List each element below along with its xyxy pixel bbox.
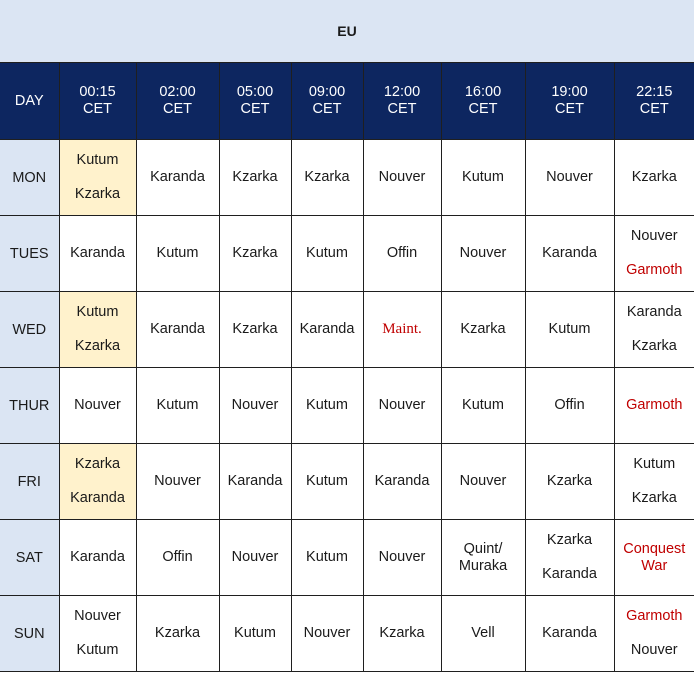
boss-cell: [363, 444, 441, 520]
boss-cell: [525, 520, 614, 596]
timezone-label: CET: [312, 101, 342, 117]
boss-cell: [219, 140, 291, 216]
boss-cell: [525, 292, 614, 368]
schedule-row-tues: [0, 216, 694, 292]
time-column-header: [219, 63, 291, 140]
timezone-label: CET: [163, 101, 192, 117]
boss-name: Karanda: [542, 245, 597, 261]
time-column-header: [525, 63, 614, 140]
boss-name: Garmoth: [626, 608, 683, 624]
boss-cell: [291, 520, 363, 596]
time-label: 00:15: [79, 84, 116, 100]
boss-name: Nouver: [630, 642, 678, 658]
boss-name: Nouver: [459, 245, 507, 261]
boss-cell: [136, 520, 219, 596]
time-column-header: [59, 63, 136, 140]
boss-name: Kzarka: [74, 186, 121, 202]
boss-cell: [525, 140, 614, 216]
time-column-header: [291, 63, 363, 140]
boss-cell: [291, 292, 363, 368]
boss-name: Kutum: [306, 473, 348, 489]
boss-name: Quint/: [463, 540, 503, 557]
boss-name: Kzarka: [546, 532, 593, 548]
boss-name: Kutum: [76, 152, 119, 168]
boss-cell: [525, 596, 614, 672]
boss-name: Nouver: [630, 228, 678, 244]
time-label: 05:00: [236, 84, 274, 100]
boss-name: Karanda: [542, 625, 597, 641]
boss-name: Kzarka: [232, 321, 278, 337]
boss-name: Kzarka: [304, 169, 350, 185]
boss-cell: [219, 216, 291, 292]
boss-name: Kzarka: [74, 338, 121, 354]
schedule-row-mon: [0, 140, 694, 216]
boss-cell: [291, 368, 363, 444]
schedule-row-fri: [0, 444, 694, 520]
boss-cell: [441, 292, 525, 368]
time-label: 16:00: [464, 84, 502, 100]
boss-name: Vell: [471, 625, 495, 641]
boss-cell: [136, 444, 219, 520]
boss-name: Nouver: [231, 549, 279, 565]
boss-name: Kutum: [76, 304, 119, 320]
boss-cell: [219, 292, 291, 368]
boss-cell: [363, 596, 441, 672]
boss-cell: [136, 140, 219, 216]
boss-cell: [525, 368, 614, 444]
day-label: FRI: [0, 444, 59, 520]
boss-name: Kutum: [156, 397, 199, 413]
timezone-label: CET: [83, 101, 112, 117]
boss-cell: [291, 444, 363, 520]
boss-name: Kutum: [234, 625, 276, 641]
time-label: 22:15: [636, 84, 673, 100]
boss-cell: [219, 444, 291, 520]
boss-cell: [136, 292, 219, 368]
boss-name: Kutum: [306, 549, 348, 565]
boss-name: Karanda: [374, 473, 430, 489]
boss-name: Kzarka: [232, 169, 278, 185]
timezone-label: CET: [387, 101, 417, 117]
boss-name: Nouver: [378, 549, 426, 565]
schedule-row-wed: [0, 292, 694, 368]
boss-name: Kzarka: [460, 321, 506, 337]
boss-name: Garmoth: [626, 262, 683, 278]
boss-name: Karanda: [150, 321, 205, 337]
boss-name: Kutum: [156, 245, 199, 261]
boss-cell: [59, 292, 136, 368]
boss-cell: [363, 140, 441, 216]
boss-name: Nouver: [303, 625, 351, 641]
day-column-header: DAY: [0, 63, 59, 140]
boss-name: Nouver: [74, 608, 121, 624]
timezone-label: CET: [240, 101, 270, 117]
time-label: 19:00: [551, 84, 588, 100]
boss-cell: [219, 368, 291, 444]
boss-name: Karanda: [150, 169, 205, 185]
boss-cell: [59, 444, 136, 520]
schedule-row-thur: [0, 368, 694, 444]
time-column-header: [441, 63, 525, 140]
boss-cell: [363, 292, 441, 368]
boss-name: Muraka: [458, 557, 508, 574]
boss-cell: [136, 596, 219, 672]
boss-name: Maint.: [382, 321, 422, 337]
boss-cell: [136, 216, 219, 292]
boss-name: Karanda: [70, 549, 125, 565]
boss-name: Kzarka: [74, 456, 121, 472]
boss-cell: [441, 368, 525, 444]
time-label: 09:00: [308, 84, 346, 100]
boss-name: Kutum: [633, 456, 676, 472]
boss-name: Karanda: [227, 473, 283, 489]
boss-name: Nouver: [459, 473, 507, 489]
boss-name: War: [641, 557, 668, 574]
boss-cell: [525, 216, 614, 292]
time-column-header: [136, 63, 219, 140]
timezone-label: CET: [639, 101, 669, 117]
time-column-header: [363, 63, 441, 140]
time-label: 02:00: [159, 84, 196, 100]
boss-name: Nouver: [74, 397, 121, 413]
timezone-label: CET: [468, 101, 498, 117]
boss-cell: [441, 520, 525, 596]
boss-name: Garmoth: [626, 397, 683, 413]
timezone-label: CET: [555, 101, 584, 117]
schedule-row-sun: [0, 596, 694, 672]
boss-cell: [59, 216, 136, 292]
day-label: TUES: [0, 216, 59, 292]
boss-name: Karanda: [70, 245, 125, 261]
boss-cell: [614, 596, 694, 672]
boss-name: Kzarka: [232, 245, 278, 261]
schedule-body: [0, 140, 694, 672]
time-label: 12:00: [383, 84, 421, 100]
boss-name: Kutum: [462, 169, 504, 185]
boss-name: Kutum: [548, 321, 591, 337]
boss-name: Karanda: [299, 321, 355, 337]
boss-name: Nouver: [154, 473, 201, 489]
boss-name: Kutum: [462, 397, 504, 413]
boss-cell: [441, 216, 525, 292]
boss-cell: [441, 140, 525, 216]
boss-name: Karanda: [70, 490, 125, 506]
schedule-row-sat: [0, 520, 694, 596]
boss-cell: [525, 444, 614, 520]
boss-name: Kzarka: [631, 169, 677, 185]
boss-cell: [363, 520, 441, 596]
boss-cell: [614, 216, 694, 292]
boss-name: Kzarka: [631, 490, 677, 506]
title-row: [0, 0, 694, 63]
boss-name: Nouver: [378, 169, 426, 185]
boss-name: Kzarka: [546, 473, 593, 489]
boss-cell: [614, 140, 694, 216]
boss-cell: [614, 368, 694, 444]
boss-name: Offin: [386, 245, 418, 261]
boss-cell: [219, 596, 291, 672]
region-title: EU: [0, 0, 694, 63]
header-row: [0, 63, 694, 140]
boss-name: Nouver: [231, 397, 279, 413]
boss-cell: [291, 596, 363, 672]
boss-cell: [441, 444, 525, 520]
boss-name: Kzarka: [379, 625, 425, 641]
day-label: WED: [0, 292, 59, 368]
boss-cell: [363, 368, 441, 444]
day-label: MON: [0, 140, 59, 216]
boss-cell: [363, 216, 441, 292]
boss-name: Nouver: [378, 397, 426, 413]
boss-cell: [219, 520, 291, 596]
boss-name: Offin: [162, 549, 193, 565]
boss-cell: [441, 596, 525, 672]
day-label: SAT: [0, 520, 59, 596]
boss-name: Offin: [554, 397, 585, 413]
boss-cell: [614, 444, 694, 520]
boss-cell: [291, 140, 363, 216]
boss-name: Karanda: [626, 304, 682, 320]
day-label: SUN: [0, 596, 59, 672]
time-column-header: [614, 63, 694, 140]
boss-name: Karanda: [542, 566, 597, 582]
boss-name: Kzarka: [154, 625, 201, 641]
boss-cell: [136, 368, 219, 444]
boss-cell: [614, 292, 694, 368]
boss-name: Kutum: [306, 245, 348, 261]
boss-cell: [59, 368, 136, 444]
boss-name: Conquest: [623, 540, 686, 557]
boss-cell: [59, 596, 136, 672]
boss-name: Kzarka: [631, 338, 677, 354]
boss-cell: [614, 520, 694, 596]
boss-name: Kutum: [306, 397, 348, 413]
boss-cell: [59, 140, 136, 216]
boss-name: Kutum: [76, 642, 119, 658]
boss-cell: [59, 520, 136, 596]
boss-cell: [291, 216, 363, 292]
boss-name: Nouver: [546, 169, 593, 185]
day-label: THUR: [0, 368, 59, 444]
